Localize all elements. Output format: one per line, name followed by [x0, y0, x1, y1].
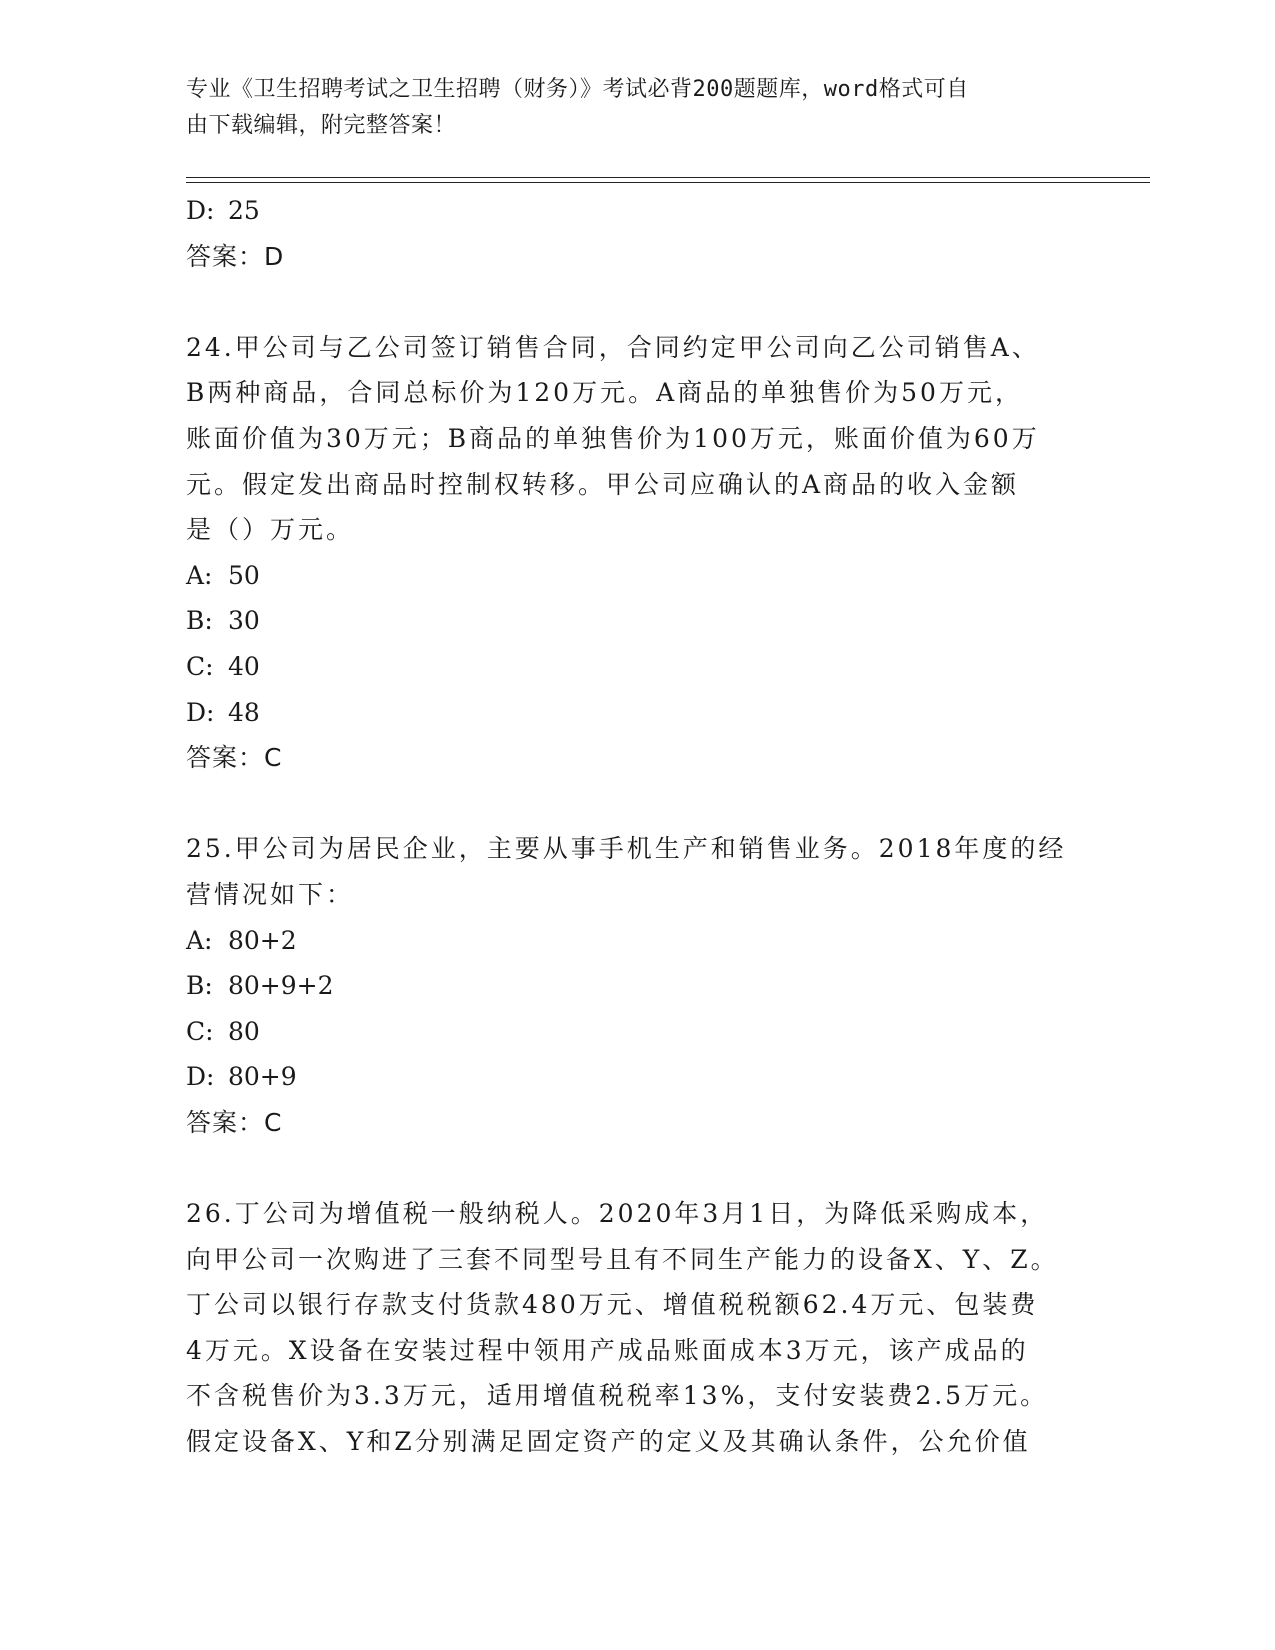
- question-text-line: 向甲公司一次购进了三套不同型号且有不同生产能力的设备X、Y、Z。: [186, 1244, 1059, 1274]
- question-text-line: 不含税售价为3.3万元，适用增值税税率13%，支付安装费2.5万元。: [186, 1381, 1049, 1411]
- option-row: [186, 644, 1086, 690]
- header-rule-bottom: [186, 182, 1150, 183]
- question-text-line: B两种商品，合同总标价为120万元。A商品的单独售价为50万元，: [186, 378, 1023, 408]
- question-text-line: 元。假定发出商品时控制权转移。甲公司应确认的A商品的收入金额: [186, 469, 1020, 499]
- answer-line: 答案：D: [186, 241, 285, 271]
- option-value: 80+9+2: [228, 971, 334, 1001]
- header-rule-top: [186, 177, 1150, 178]
- option-row: [186, 690, 1086, 736]
- option-value: 50: [228, 560, 260, 590]
- option-row: [186, 553, 1086, 599]
- question-text-line: 24.甲公司与乙公司签订销售合同，合同约定甲公司向乙公司销售A、: [186, 332, 1040, 362]
- option-key: A:: [186, 925, 213, 955]
- option-key: C:: [186, 651, 214, 681]
- option-row: [186, 188, 1086, 234]
- option-key: B:: [186, 971, 213, 1001]
- spacer: [186, 1145, 1086, 1191]
- page-header: [186, 72, 1076, 144]
- question-text-line: 账面价值为30万元；B商品的单独售价为100万元，账面价值为60万: [186, 423, 1040, 453]
- question-24: [186, 325, 1086, 781]
- question-text-line: 营情况如下：: [186, 879, 355, 909]
- spacer: [186, 781, 1086, 827]
- question-25: [186, 826, 1086, 1145]
- option-row: [186, 1009, 1086, 1055]
- option-value: 48: [228, 697, 260, 727]
- option-row: [186, 598, 1086, 644]
- option-row: [186, 1054, 1086, 1100]
- option-key: D:: [186, 697, 215, 727]
- option-value: 40: [228, 651, 260, 681]
- option-key: D:: [186, 1062, 215, 1092]
- option-key: C:: [186, 1016, 214, 1046]
- question-text-line: 丁公司以银行存款支付货款480万元、增值税税额62.4万元、包装费: [186, 1290, 1039, 1320]
- answer-line: 答案：C: [186, 1107, 283, 1137]
- question-text-line: 假定设备X、Y和Z分别满足固定资产的定义及其确认条件，公允价值: [186, 1427, 1031, 1457]
- answer-line: 答案：C: [186, 743, 283, 773]
- option-value: 80: [228, 1016, 260, 1046]
- option-row: [186, 963, 1086, 1009]
- option-key: A:: [186, 560, 213, 590]
- option-key: D:: [186, 196, 215, 225]
- question-text-line: 25.甲公司为居民企业，主要从事手机生产和销售业务。2018年度的经: [186, 834, 1067, 864]
- option-row: [186, 918, 1086, 964]
- header-line-2: 由下载编辑，附完整答案！: [186, 113, 457, 138]
- option-value: 80+9: [228, 1062, 297, 1092]
- question-text-line: 4万元。X设备在安装过程中领用产成品账面成本3万元，该产成品的: [186, 1335, 1029, 1365]
- option-key: B:: [186, 606, 213, 636]
- header-line-1: 专业《卫生招聘考试之卫生招聘（财务）》考试必背200题题库，word格式可自: [186, 77, 969, 102]
- question-text-line: 是（）万元。: [186, 515, 355, 545]
- spacer: [186, 279, 1086, 325]
- option-value: 30: [228, 606, 260, 636]
- option-value: 80+2: [228, 925, 297, 955]
- document-body: [186, 188, 1086, 1465]
- question-26: [186, 1191, 1086, 1465]
- question-text-line: 26.丁公司为增值税一般纳税人。2020年3月1日，为降低采购成本，: [186, 1199, 1049, 1229]
- option-value: 25: [228, 196, 260, 225]
